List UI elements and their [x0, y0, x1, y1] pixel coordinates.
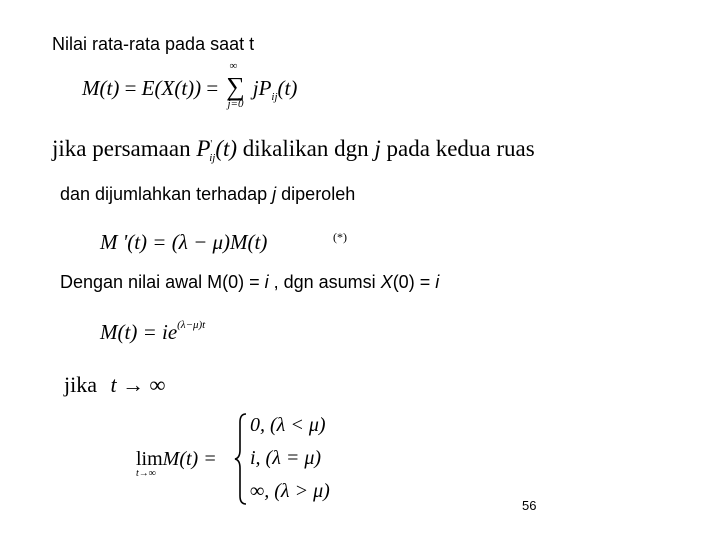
eq1-equals2: = — [206, 76, 219, 100]
line2-sub: ij — [209, 152, 216, 164]
lim-function: M(t) = — [162, 448, 217, 470]
case-equal: i, (λ = μ) — [250, 447, 322, 469]
eq1-sum-upper: ∞ — [229, 60, 238, 72]
solution-equation — [100, 320, 205, 345]
line3-j: j — [272, 184, 277, 204]
lim-label: lim — [136, 448, 163, 470]
line2-middle: dikalikan dgn — [237, 136, 375, 161]
eq1-lhs: M(t) — [82, 76, 120, 100]
line2-suffix: pada kedua ruas — [380, 136, 535, 161]
multiply-line — [52, 136, 535, 162]
mean-equation — [82, 60, 298, 122]
piecewise-brace — [234, 412, 248, 506]
line3-prefix: dan dijumlahkan terhadap — [60, 184, 273, 204]
page-number: 56 — [522, 498, 537, 513]
line4-middle: , dgn asumsi — [268, 272, 381, 292]
lim-subscript: t→∞ — [136, 468, 156, 479]
diff-equation: M '(t) = (λ − μ)M(t) — [100, 230, 268, 254]
line5-cond: t → ∞ — [110, 372, 166, 397]
line5-text: jika — [64, 372, 97, 397]
eq1-term-sub: ij — [271, 91, 278, 103]
eq3-lhs: M(t) = ie — [100, 320, 178, 344]
case-less: 0, (λ < μ) — [250, 414, 326, 436]
eq1-equals: = — [124, 76, 137, 100]
line2-prefix: jika persamaan — [52, 136, 197, 161]
line4-prefix: Dengan nilai awal M(0) = — [60, 272, 265, 292]
line4-X: X — [380, 272, 393, 292]
eq1-mid: E(X(t)) — [141, 76, 202, 100]
brace-path — [235, 414, 246, 504]
line2-prime: ' — [210, 139, 213, 150]
line4-suffix: (0) = — [392, 272, 436, 292]
limit-operator — [136, 448, 163, 479]
eq1-term: jP — [252, 76, 272, 100]
eq1-sum-sign: ∑ — [226, 72, 245, 101]
line3-suffix: diperoleh — [276, 184, 356, 204]
line2-arg: (t) — [215, 136, 238, 161]
diff-equation-tag: (*) — [333, 230, 347, 244]
limit-expression — [136, 448, 217, 479]
limit-condition-line — [64, 372, 165, 398]
initial-value-line — [60, 272, 439, 293]
eq1-sum — [223, 60, 247, 110]
title-line: Nilai rata-rata pada saat t — [52, 34, 255, 54]
sum-line — [60, 184, 355, 205]
eq1-sum-lower: j=0 — [227, 98, 244, 110]
case-greater: ∞, (λ > μ) — [250, 480, 330, 502]
line4-i: i — [264, 272, 269, 292]
line4-i2: i — [435, 272, 440, 292]
line2-P: P — [196, 136, 211, 161]
eq1-arg: (t) — [277, 76, 298, 100]
eq3-exponent: (λ−μ)t — [177, 319, 206, 331]
line2-j: j — [374, 136, 381, 161]
